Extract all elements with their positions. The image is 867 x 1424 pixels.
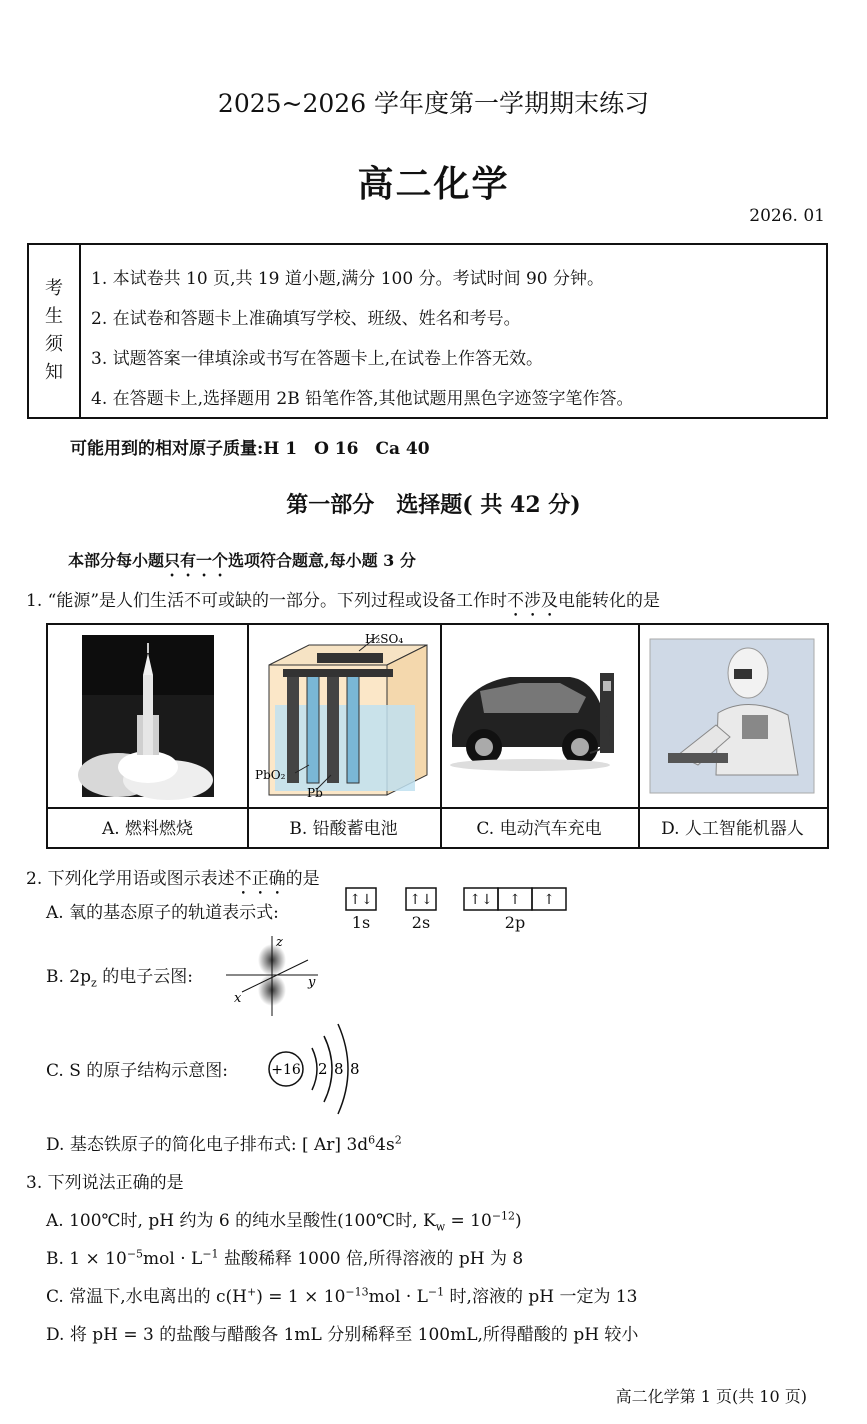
h2so4-label: H₂SO₄ [365,632,404,646]
q3-b-post: 盐酸稀释 1000 倍,所得溶液的 pH 为 8 [218,1249,524,1269]
option-b-cell [247,625,442,847]
axis-x-label: x [234,991,242,1006]
q3-b-mid: mol · L [143,1249,203,1269]
q2-b-pre: B. 2p [46,967,91,987]
electric-car-image [440,625,638,807]
option-d-caption: D. 人工智能机器人 [638,807,827,849]
question-1-options-table [46,623,829,849]
q3-a-mid: = 10 [445,1211,492,1231]
svg-text:↑↓: ↑↓ [469,892,493,908]
q3-c-post: 时,溶液的 pH 一定为 13 [444,1287,638,1307]
part-note [68,548,416,580]
q2-b-post: 的电子云图: [96,967,193,987]
option-c-cell [440,625,640,847]
option-a-cell [48,625,249,847]
notice-item: 4. 在答题卡上,选择题用 2B 铅笔作答,其他试题用黑色字迹签字笔作答。 [91,389,634,409]
question-3-stem: 3. 下列说法正确的是 [26,1173,184,1193]
axis-z-label: z [276,935,283,950]
electron-cloud-diagram [222,930,332,1020]
question-1-stem [26,586,660,621]
q3-a-sub: w [435,1220,446,1234]
page-footer: 高二化学第 1 页(共 10 页) [615,1387,807,1406]
q3-option-b [46,1244,523,1269]
notice-list [91,259,634,419]
pb-label: Pb [307,786,323,800]
q3-option-c [46,1282,638,1307]
notice-item: 3. 试题答案一律填涂或书写在答题卡上,在试卷上作答无效。 [91,349,544,369]
nucleus-charge: +16 [271,1062,301,1078]
orbital-label-2p: 2p [504,913,526,932]
question-2-stem [26,864,320,899]
q3-b-pre: B. 1 × 10 [46,1249,127,1269]
part-title: 第一部分 选择题( 共 42 分) [286,492,581,518]
q1-stem-pre: 1. “能源”是人们生活不可或缺的一部分。下列过程或设备工作时 [26,591,508,611]
lead-acid-battery-image [247,625,440,807]
q3-b-sup1: −5 [126,1247,144,1261]
q3-option-d: D. 将 pH = 3 的盐酸与醋酸各 1mL 分别稀释至 100mL,所得醋酸的 pH 较小 [46,1325,639,1345]
notice-item: 2. 在试卷和答题卡上准确填写学校、班级、姓名和考号。 [91,309,521,329]
notice-item: 1. 本试卷共 10 页,共 19 道小题,满分 100 分。考试时间 90 分钟。 [91,269,605,289]
q2-option-a: A. 氧的基态原子的轨道表示式: [46,903,279,923]
part-note-post: 选项符合题意,每小题 3 分 [228,551,416,570]
ai-robot-image [638,625,827,807]
shell-2-electrons: 8 [334,1060,344,1078]
q2-d-pre: D. 基态铁原子的简化电子排布式: [ Ar] 3d [46,1135,369,1155]
q1-stem-post: 电能转化的是 [558,591,661,611]
pbo2-label: PbO₂ [255,768,286,782]
q3-c-pre: C. 常温下,水电离出的 c(H [46,1287,247,1307]
notice-label [29,245,81,417]
notice-label-char: 生 [45,306,63,327]
part-note-emphasis: 只有一个 [164,551,229,570]
option-b-caption: B. 铅酸蓄电池 [247,807,440,849]
svg-text:↑: ↑ [509,892,521,908]
q1-stem-emphasis: 不涉及 [507,591,559,611]
notice-label-char: 知 [45,362,63,383]
svg-text:↑↓: ↑↓ [349,892,373,908]
q3-option-a [46,1206,522,1233]
q3-a-post: ) [515,1211,522,1231]
q2-d-sup1: 6 [368,1133,376,1147]
option-a-caption: A. 燃料燃烧 [48,807,247,849]
q3-c-sup1: + [247,1285,257,1299]
axis-y-label: y [308,975,316,990]
q3-c-mid2: mol · L [368,1287,428,1307]
q2-option-c: C. S 的原子结构示意图: [46,1061,228,1081]
q3-c-sup2: −13 [345,1285,369,1299]
orbital-label-2s: 2s [411,913,431,932]
q2-stem-emphasis: 不正确 [234,869,286,889]
q2-b-sub: z [91,976,97,990]
q3-c-sup3: −1 [427,1285,445,1299]
q2-d-sup2: 2 [394,1133,402,1147]
q3-a-pre: A. 100℃时, pH 约为 6 的纯水呈酸性(100℃时, K [46,1211,436,1231]
notice-label-char: 考 [45,278,63,299]
q2-option-d [46,1130,402,1155]
q2-d-mid: 4s [375,1135,395,1155]
orbital-diagram [340,884,580,934]
exam-date: 2026. 01 [749,206,825,226]
rocket-launch-image [48,625,247,807]
exam-title: 2025~2026 学年度第一学期期末练习 [217,89,650,118]
part-note-pre: 本部分每小题 [68,551,165,570]
option-d-cell [638,625,827,847]
notice-box [27,243,828,419]
shell-3-electrons: 8 [350,1060,360,1078]
atomic-mass-line: 可能用到的相对原子质量:H 1 O 16 Ca 40 [70,439,430,459]
q2-stem-pre: 2. 下列化学用语或图示表述 [26,869,235,889]
orbital-label-1s: 1s [351,913,371,932]
shell-1-electrons: 2 [318,1060,328,1078]
svg-text:↑: ↑ [543,892,555,908]
option-c-caption: C. 电动汽车充电 [440,807,638,849]
subject-title: 高二化学 [357,163,510,205]
sulfur-atom-structure-diagram [262,1018,372,1118]
q2-stem-post: 的是 [285,869,320,889]
q3-a-sup: −12 [491,1209,516,1223]
q3-b-sup2: −1 [202,1247,219,1261]
q3-c-mid1: ) = 1 × 10 [256,1287,346,1307]
q2-option-b [46,962,193,989]
notice-label-char: 须 [45,334,63,355]
svg-text:↑↓: ↑↓ [409,892,433,908]
